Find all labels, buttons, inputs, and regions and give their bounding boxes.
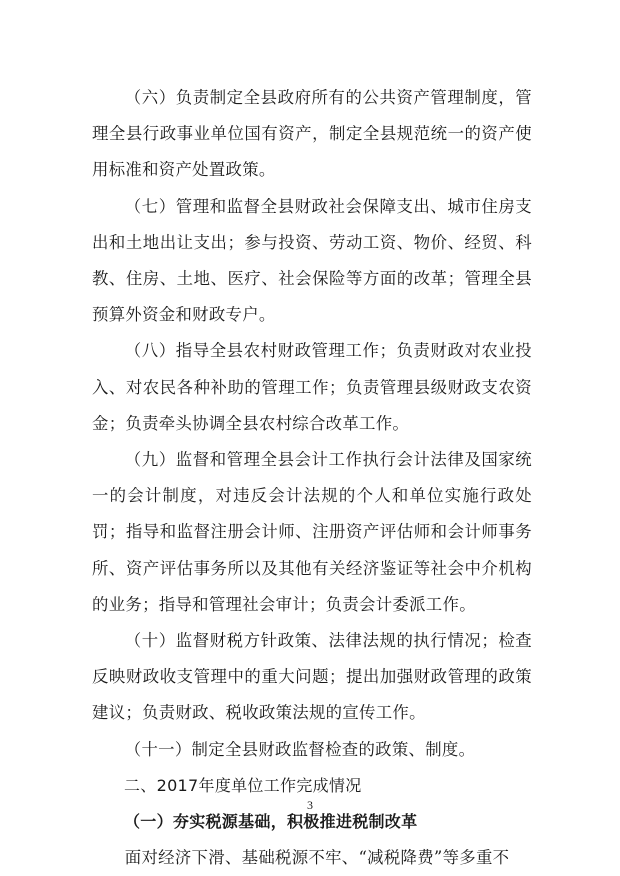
paragraph-trailing: 面对经济下滑、基础税源不牢、“减税降费”等多重不	[124, 848, 510, 868]
paragraph-duty-9: （九）监督和管理全县会计工作执行会计法律及国家统一的会计制度，对违反会计法规的个人和单位实施行政处罚；指导和监督注册会计师、注册资产评估师和会计师事务所、资产评估事务所以及其他有关经济鉴证等社会中介机构的业务；指导和管理社会审计；负责会计委派工作。	[92, 450, 532, 614]
section-heading: 二、2017年度单位工作完成情况	[124, 775, 362, 795]
paragraph-duty-7: （七）管理和监督全县财政社会保障支出、城市住房支出和土地出让支出；参与投资、劳动工资、物价、经贸、科教、住房、土地、医疗、社会保险等方面的改革；管理全县预算外资金和财政专户。	[92, 196, 532, 325]
subsection-heading: （一）夯实税源基础，积极推进税制改革	[124, 812, 418, 832]
paragraph-duty-8: （八）指导全县农村财政管理工作；负责财政对农业投入、对农民各种补助的管理工作；负责管理县级财政支农资金；负责牵头协调全县农村综合改革工作。	[92, 341, 532, 433]
document-body	[92, 80, 532, 876]
paragraph-duty-11: （十一）制定全县财政监督检查的政策、制度。	[124, 739, 476, 759]
paragraph-duty-10: （十）监督财税方针政策、法律法规的执行情况；检查反映财政收支管理中的重大问题；提出加强财政管理的政策建议；负责财政、税收政策法规的宣传工作。	[92, 631, 532, 723]
paragraph-duty-6: （六）负责制定全县政府所有的公共资产管理制度，管理全县行政事业单位国有资产，制定全县规范统一的资产使用标准和资产处置政策。	[92, 88, 532, 180]
page-number: 3	[307, 798, 313, 812]
